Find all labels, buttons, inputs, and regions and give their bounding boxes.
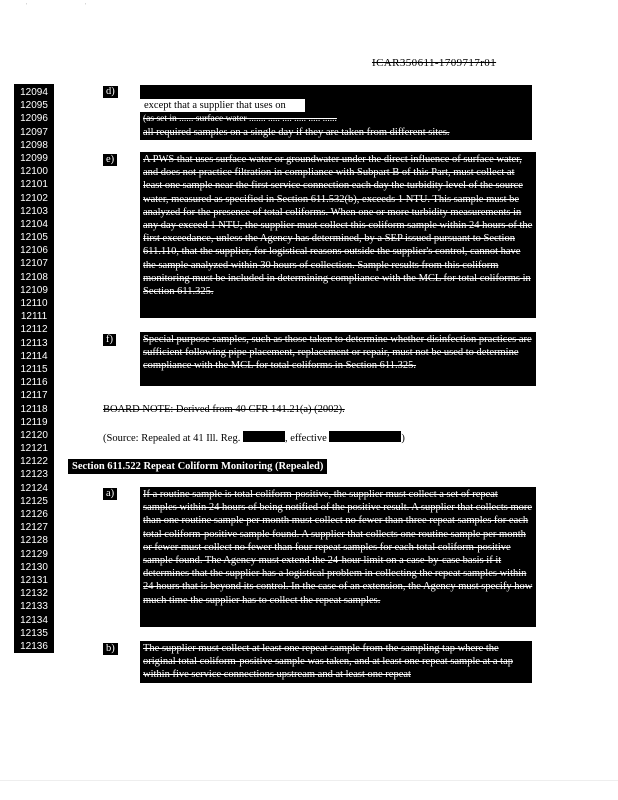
para-f-text: Special purpose samples, such as those taken to determine whether disinfection practices are sufficient following pipe placement, replacement or repair, must not be used to determine compliance with the MCL for total coliforms in Section 611.325.: [140, 332, 536, 386]
line-number: 12099: [20, 152, 48, 164]
redaction-block: [140, 85, 532, 99]
page-edge-line: [0, 780, 618, 781]
line-number: 12098: [20, 139, 48, 151]
source-line: [103, 431, 405, 445]
para-d-line-1: except that a supplier that uses on: [141, 99, 307, 112]
subsection-marker-a: a): [103, 488, 117, 500]
line-number: 12122: [20, 456, 48, 468]
line-number: 12108: [20, 271, 48, 283]
source-middle: , effective: [284, 433, 327, 444]
line-number: 12104: [20, 218, 48, 230]
subsection-marker-b: b): [103, 643, 118, 655]
line-number: 12136: [20, 640, 48, 652]
line-number: 12120: [20, 429, 48, 441]
line-number: 12125: [20, 495, 48, 507]
source-prefix: (Source: Repealed at 41 Ill. Reg.: [103, 433, 241, 444]
para-a-text: If a routine sample is total coliform-positive, the supplier must collect a set of repeat samples within 24 hours of being notified of the positive result. A supplier that collects more than one routine sample per month must collect no fewer than three repeat samples for each total coliform-positive sample found. A supplier that collects one routine sample per month or fewer must collect no fewer than four repeat samples for each total coliform-positive sample found. The Agency must extend the 24-hour limit on a case-by-case basis if it determines that the supplier has a logistical problem in collecting the repeat samples within 24 hours that is beyond its control. In the case of an extension, the Agency must specify how much time the supplier has to collect the repeat samples.: [140, 487, 536, 627]
para-d-line-3: all required samples on a single day if they are taken from different sites.: [140, 125, 532, 140]
para-e-text: A PWS that uses surface water or groundwater under the direct influence of surface water, and does not practice filtration in compliance with Subpart B of this Part, must collect at least one sample near the first service connection each day the turbidity level of the source water, measured as specified in Section 611.532(b), exceeds 1 NTU. This sample must be analyzed for the presence of total coliforms. When one or more turbidity measurements in any day exceed 1 NTU, the supplier must collect this coliform sample within 24 hours of the first exceedance, unless the Agency has determined, by a SEP issued pursuant to Section 611.110, that the supplier, for logistical reasons outside the supplier's control, cannot have the sample analyzed within 30 hours of collection. Sample results from this coliform monitoring must be included in determining compliance with the MCL for total coliforms in Section 611.325.: [140, 152, 536, 318]
line-number: 12096: [20, 113, 48, 125]
line-number: 12135: [20, 627, 48, 639]
document-code: ICAR350611-1709717r01: [372, 57, 497, 69]
line-number: 12126: [20, 509, 48, 520]
line-number: 12116: [20, 377, 48, 389]
line-number: 12124: [20, 482, 48, 494]
line-number: 12094: [20, 87, 48, 98]
line-number-gutter: [14, 84, 54, 653]
line-number: 12113: [20, 337, 48, 349]
line-number: 12105: [20, 232, 48, 244]
section-heading: Section 611.522 Repeat Coliform Monitoring (Repealed): [68, 459, 327, 474]
line-number: 12111: [20, 311, 48, 323]
line-number: 12123: [20, 469, 48, 481]
line-number: 12114: [20, 350, 48, 362]
redaction-block: [305, 99, 532, 113]
para-d-line-2: (as set in ...... surface water ....... ..... .... ..... ..... ......: [140, 112, 532, 127]
line-number: 12097: [20, 126, 48, 138]
line-number: 12103: [20, 205, 48, 217]
line-number: 12118: [20, 403, 48, 415]
line-number: 12110: [20, 298, 48, 309]
line-number: 12127: [20, 522, 48, 534]
redaction-blank: [329, 431, 401, 442]
line-number: 12129: [20, 548, 48, 560]
line-number: 12133: [20, 601, 48, 613]
line-number: 12115: [20, 363, 48, 375]
line-number: 12119: [20, 416, 48, 428]
line-number: 12107: [20, 258, 48, 270]
line-number: 12109: [20, 284, 48, 296]
line-number: 12131: [20, 574, 48, 586]
subsection-marker-f: f): [103, 334, 116, 346]
line-number: 12132: [20, 588, 48, 600]
line-number: 12128: [20, 535, 48, 547]
line-number: 12095: [20, 100, 48, 112]
subsection-marker-e: e): [103, 154, 117, 166]
subsection-marker-d: d): [103, 86, 118, 98]
board-note: BOARD NOTE: Derived from 40 CFR 141.21(a) (2002).: [103, 404, 345, 415]
line-number: 12101: [20, 179, 48, 191]
redaction-blank: [243, 431, 285, 442]
line-number: 12117: [20, 390, 48, 402]
line-number: 12100: [20, 166, 48, 178]
para-b-text: The supplier must collect at least one repeat sample from the sampling tap where the original total coliform-positive sample was taken, and at least one repeat sample at a tap within five service connections upstream and at least one repeat: [140, 641, 532, 683]
line-number: 12130: [20, 561, 48, 573]
line-number: 12112: [20, 324, 48, 336]
line-number: 12134: [20, 614, 48, 626]
line-number: 12102: [20, 192, 48, 204]
line-number: 12121: [20, 443, 48, 455]
line-number: 12106: [20, 245, 48, 257]
source-suffix: ): [401, 433, 405, 444]
scan-corner-marks: ' ': [26, 2, 115, 10]
